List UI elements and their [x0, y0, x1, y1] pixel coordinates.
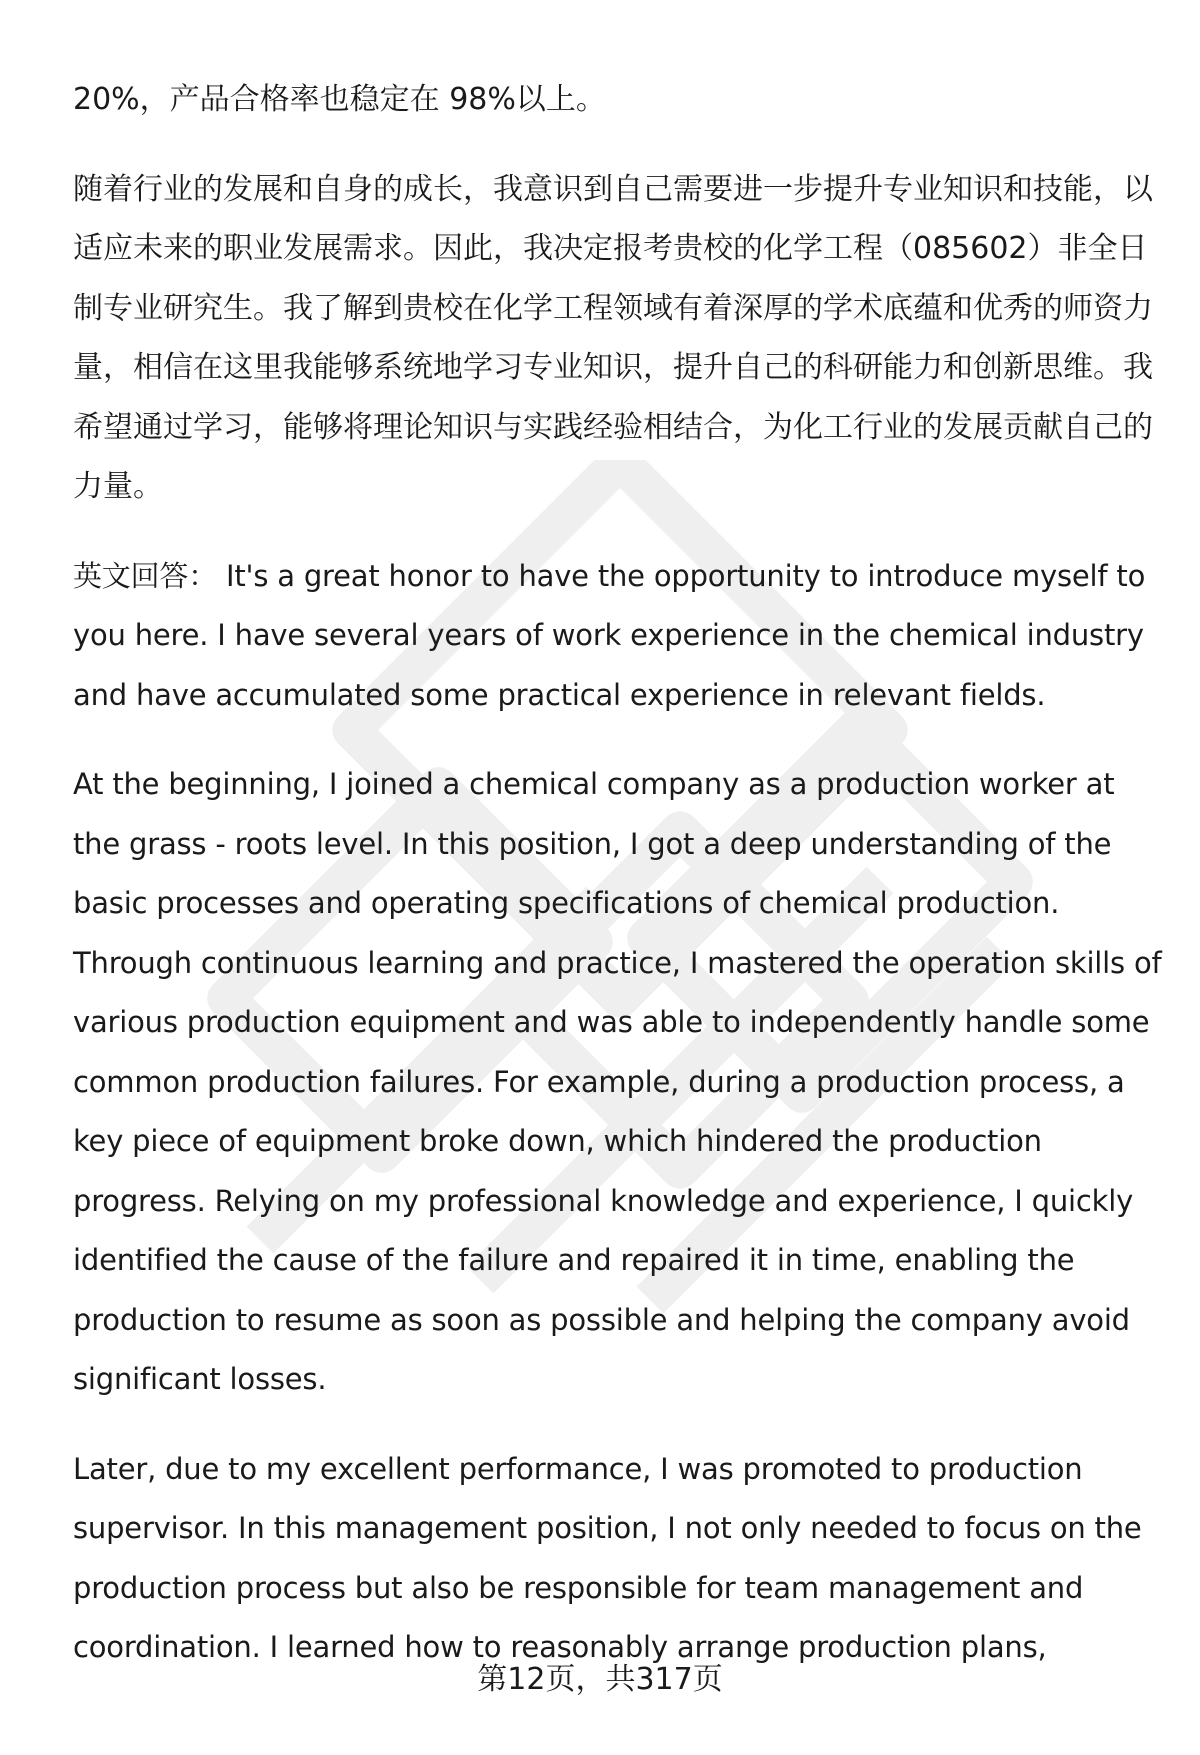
- paragraph-english-intro: 英文回答： It's a great honor to have the opportunity to introduce myself to you here. I have several years of work experience in the chemical industry and have accumulated some practical experience in relevant fields.: [73, 558, 1146, 712]
- page-number-footer: 第12页，共317页: [477, 1662, 723, 1697]
- paragraph-chinese-motivation: 随着行业的发展和自身的成长，我意识到自己需要进一步提升专业知识和技能，以适应未来的职业发展需求。因此，我决定报考贵校的化学工程（085602）非全日制专业研究生。我了解到贵校在化学工程领域有着深厚的学术底蕴和优秀的师资力量，相信在这里我能够系统地学习专业知识，提升自己的科研能力和创新思维。我希望通过学习，能够将理论知识与实践经验相结合，为化工行业的发展贡献自己的力量。: [73, 171, 1153, 504]
- document-body: [73, 70, 1163, 1708]
- paragraph-english-supervisor: Later, due to my excellent performance, I was promoted to production supervisor. In this management position, I not only needed to focus on the production process but also be responsible for team management and coordination. I learned how to reasonably arrange production plans,: [73, 1451, 1142, 1664]
- paragraph-chinese-result: 20%，产品合格率也稳定在 98%以上。: [73, 82, 606, 117]
- paragraph-english-worker: At the beginning, I joined a chemical company as a production worker at the grass - roots level. In this position, I got a deep understanding of the basic processes and operating specifications of chemical production. Through continuous learning and practice, I mastered the operation skills of various production equipment and was able to independently handle some common production failures. For example, during a production process, a key piece of equipment broke down, which hindered the production progress. Relying on my professional knowledge and experience, I quickly identified the cause of the failure and repaired it in time, enabling the production to resume as soon as possible and helping the company avoid significant losses.: [73, 767, 1162, 1396]
